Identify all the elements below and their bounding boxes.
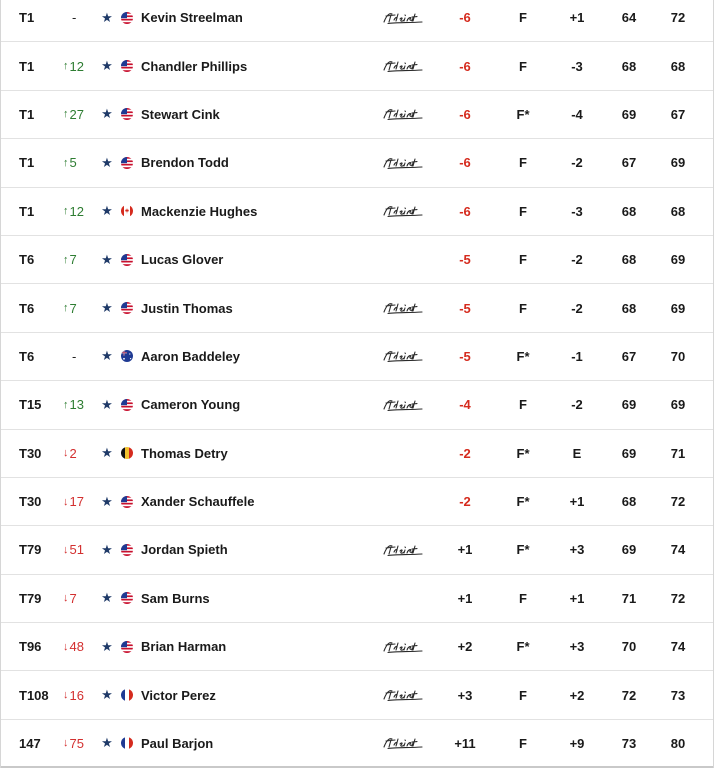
usa-flag-icon [120,139,133,186]
position: T96 [19,639,42,655]
total-to-par: -5 [459,348,471,364]
movement-value: 75 [69,735,84,751]
arrow-down-icon: ↓ [63,495,69,508]
today-score: -1 [571,348,583,364]
movement-value: 12 [69,58,84,74]
thru: F [519,155,527,171]
leaderboard-row[interactable] [1,0,713,42]
arrow-down-icon: ↓ [63,592,69,605]
favorite-star-icon[interactable]: ★ [101,9,113,25]
round-1-score: 70 [621,639,637,655]
movement-value: 5 [69,155,77,171]
arrow-up-icon: ↑ [63,398,69,411]
total-to-par: -6 [459,155,471,171]
movement-value: 48 [69,639,84,655]
round-1-score: 69 [621,106,637,122]
total-to-par: -2 [459,494,471,510]
movement-value: 7 [69,252,77,268]
total-to-par: -4 [459,397,471,413]
movement-value: - [72,348,77,364]
favorite-star-icon[interactable]: ★ [101,541,113,557]
round-1-score: 69 [621,397,637,413]
favorite-star-icon[interactable]: ★ [101,251,113,267]
movement-value: 13 [69,397,84,413]
round-1-score: 67 [621,155,637,171]
titleist-logo [381,623,427,670]
usa-flag-icon [120,381,133,428]
leaderboard-row[interactable] [1,575,713,623]
round-2-score: 70 [670,348,686,364]
favorite-star-icon[interactable]: ★ [101,735,113,751]
position: T1 [19,155,35,171]
round-2-score: 80 [670,735,686,751]
titleist-logo [381,42,427,89]
thru: F [519,58,527,74]
leaderboard-row[interactable] [1,284,713,332]
arrow-up-icon: ↑ [63,108,69,121]
position-movement [63,720,97,766]
arrow-up-icon: ↑ [63,302,69,315]
total-to-par: +1 [457,590,473,606]
leaderboard-row[interactable] [1,91,713,139]
round-1-score: 73 [621,735,637,751]
round-2-score: 68 [670,58,686,74]
position-movement [63,575,97,622]
position-movement [63,139,97,186]
player-name[interactable]: Brendon Todd [141,155,229,171]
position-movement [63,623,97,670]
movement-value: 7 [69,300,77,316]
arrow-down-icon: ↓ [63,737,69,750]
round-1-score: 68 [621,203,637,219]
position: T79 [19,542,42,558]
today-score: -2 [571,155,583,171]
player-name[interactable]: Lucas Glover [141,252,224,268]
favorite-star-icon[interactable]: ★ [101,348,113,364]
total-to-par: +3 [457,687,473,703]
position-movement [63,236,97,283]
player-name[interactable]: Justin Thomas [141,300,233,316]
today-score: +3 [569,542,585,558]
usa-flag-icon [120,526,133,573]
movement-value: 7 [69,590,77,606]
position: 147 [19,735,41,751]
position: T1 [19,106,35,122]
arrow-down-icon: ↓ [63,689,69,702]
movement-value: 16 [69,687,84,703]
position: T15 [19,397,42,413]
position: T108 [19,687,49,703]
today-score: -4 [571,106,583,122]
position: T1 [19,58,35,74]
player-name[interactable]: Victor Perez [141,687,216,703]
total-to-par: +2 [457,639,473,655]
total-to-par: +1 [457,542,473,558]
today-score: -3 [571,203,583,219]
favorite-star-icon[interactable]: ★ [101,154,113,170]
titleist-logo [381,91,427,138]
position-movement [63,42,97,89]
today-score: +1 [569,494,585,510]
position: T30 [19,445,42,461]
player-name[interactable]: Thomas Detry [141,445,228,461]
favorite-star-icon[interactable]: ★ [101,445,113,461]
today-score: -2 [571,252,583,268]
position: T30 [19,494,42,510]
player-name[interactable]: Xander Schauffele [141,494,255,510]
sponsor-logo-empty [381,236,427,283]
today-score: -2 [571,397,583,413]
position-movement [63,381,97,428]
round-2-score: 69 [670,155,686,171]
movement-value: 12 [69,203,84,219]
thru: F [519,300,527,316]
player-name[interactable]: Stewart Cink [141,106,220,122]
thru: F* [516,494,530,510]
titleist-logo [381,0,427,41]
thru: F [519,10,527,26]
titleist-logo [381,671,427,718]
round-2-score: 74 [670,542,686,558]
arrow-down-icon: ↓ [63,447,69,460]
favorite-star-icon[interactable]: ★ [101,106,113,122]
today-score: E [572,445,582,461]
arrow-up-icon: ↑ [63,253,69,266]
leaderboard-row[interactable] [1,236,713,284]
favorite-star-icon[interactable]: ★ [101,590,113,606]
position: T6 [19,300,35,316]
round-2-score: 73 [670,687,686,703]
arrow-down-icon: ↓ [63,640,69,653]
favorite-star-icon[interactable]: ★ [101,396,113,412]
round-2-score: 74 [670,639,686,655]
total-to-par: -6 [459,58,471,74]
sponsor-logo-empty [381,478,427,525]
total-to-par: -6 [459,106,471,122]
favorite-star-icon[interactable]: ★ [101,203,113,219]
player-name[interactable]: Aaron Baddeley [141,348,240,364]
leaderboard-row[interactable] [1,720,713,768]
usa-flag-icon [120,0,133,41]
position-movement [63,91,97,138]
player-name[interactable]: Paul Barjon [141,735,214,751]
thru: F* [516,106,530,122]
today-score: +3 [569,639,585,655]
position-movement [63,284,97,331]
favorite-star-icon[interactable]: ★ [101,300,113,316]
usa-flag-icon [120,284,133,331]
player-name[interactable]: Kevin Streelman [141,10,243,26]
today-score: -2 [571,300,583,316]
round-2-score: 71 [670,445,686,461]
favorite-star-icon[interactable]: ★ [101,493,113,509]
round-1-score: 68 [621,58,637,74]
leaderboard-row[interactable] [1,42,713,90]
arrow-up-icon: ↑ [63,205,69,218]
leaderboard-row[interactable] [1,139,713,187]
usa-flag-icon [120,478,133,525]
usa-flag-icon [120,623,133,670]
movement-value: - [72,10,77,26]
leaderboard-row[interactable] [1,188,713,236]
round-2-score: 72 [670,494,686,510]
titleist-logo [381,526,427,573]
movement-value: 51 [69,542,84,558]
round-1-score: 67 [621,348,637,364]
sponsor-logo-empty [381,575,427,622]
player-name[interactable]: Cameron Young [141,397,241,413]
round-1-score: 64 [621,10,637,26]
round-2-score: 69 [670,397,686,413]
thru: F* [516,542,530,558]
round-2-score: 69 [670,252,686,268]
usa-flag-icon [120,91,133,138]
leaderboard-row[interactable] [1,478,713,526]
total-to-par: -2 [459,445,471,461]
thru: F [519,252,527,268]
position-movement [63,526,97,573]
thru: F [519,397,527,413]
titleist-logo [381,333,427,380]
leaderboard-row[interactable] [1,623,713,671]
position: T1 [19,203,35,219]
position: T6 [19,252,35,268]
round-1-score: 69 [621,542,637,558]
favorite-star-icon[interactable]: ★ [101,687,113,703]
titleist-logo [381,720,427,766]
usa-flag-icon [120,236,133,283]
round-1-score: 69 [621,445,637,461]
player-name[interactable]: Jordan Spieth [141,542,228,558]
movement-value: 17 [69,494,84,510]
thru: F* [516,348,530,364]
player-name[interactable]: Chandler Phillips [141,58,248,74]
today-score: +1 [569,590,585,606]
thru: F [519,590,527,606]
position-movement [63,0,97,41]
round-1-score: 68 [621,252,637,268]
belgium-flag-icon [120,430,133,477]
position-movement [63,478,97,525]
leaderboard-row[interactable] [1,381,713,429]
today-score: +2 [569,687,585,703]
movement-value: 2 [69,445,77,461]
total-to-par: +11 [454,735,476,751]
titleist-logo [381,381,427,428]
player-name[interactable]: Brian Harman [141,639,227,655]
round-1-score: 68 [621,300,637,316]
position-movement [63,430,97,477]
france-flag-icon [120,671,133,718]
round-2-score: 67 [670,106,686,122]
sponsor-logo-empty [381,430,427,477]
today-score: +1 [569,10,585,26]
thru: F* [516,639,530,655]
position-movement [63,188,97,235]
titleist-logo [381,284,427,331]
usa-flag-icon [120,42,133,89]
usa-flag-icon [120,575,133,622]
titleist-logo [381,188,427,235]
round-2-score: 72 [670,590,686,606]
arrow-up-icon: ↑ [63,60,69,73]
round-2-score: 72 [670,10,686,26]
round-1-score: 71 [621,590,637,606]
today-score: -3 [571,58,583,74]
position-movement [63,671,97,718]
total-to-par: -5 [459,300,471,316]
leaderboard-row[interactable] [1,430,713,478]
leaderboard-row[interactable] [1,333,713,381]
thru: F* [516,445,530,461]
player-name[interactable]: Sam Burns [141,590,210,606]
france-flag-icon [120,720,133,766]
round-1-score: 68 [621,494,637,510]
round-2-score: 69 [670,300,686,316]
thru: F [519,203,527,219]
favorite-star-icon[interactable]: ★ [101,638,113,654]
australia-flag-icon [120,333,133,380]
movement-value: 27 [69,106,84,122]
position: T79 [19,590,42,606]
favorite-star-icon[interactable]: ★ [101,58,113,74]
total-to-par: -5 [459,252,471,268]
thru: F [519,735,527,751]
position: T1 [19,10,35,26]
round-1-score: 72 [621,687,637,703]
leaderboard-row[interactable] [1,526,713,574]
today-score: +9 [569,735,585,751]
total-to-par: -6 [459,203,471,219]
canada-flag-icon [120,188,133,235]
thru: F [519,687,527,703]
player-name[interactable]: Mackenzie Hughes [141,203,258,219]
position: T6 [19,348,35,364]
position-movement [63,333,97,380]
arrow-up-icon: ↑ [63,156,69,169]
total-to-par: -6 [459,10,471,26]
arrow-down-icon: ↓ [63,543,69,556]
titleist-logo [381,139,427,186]
leaderboard-row[interactable] [1,671,713,719]
round-2-score: 68 [670,203,686,219]
